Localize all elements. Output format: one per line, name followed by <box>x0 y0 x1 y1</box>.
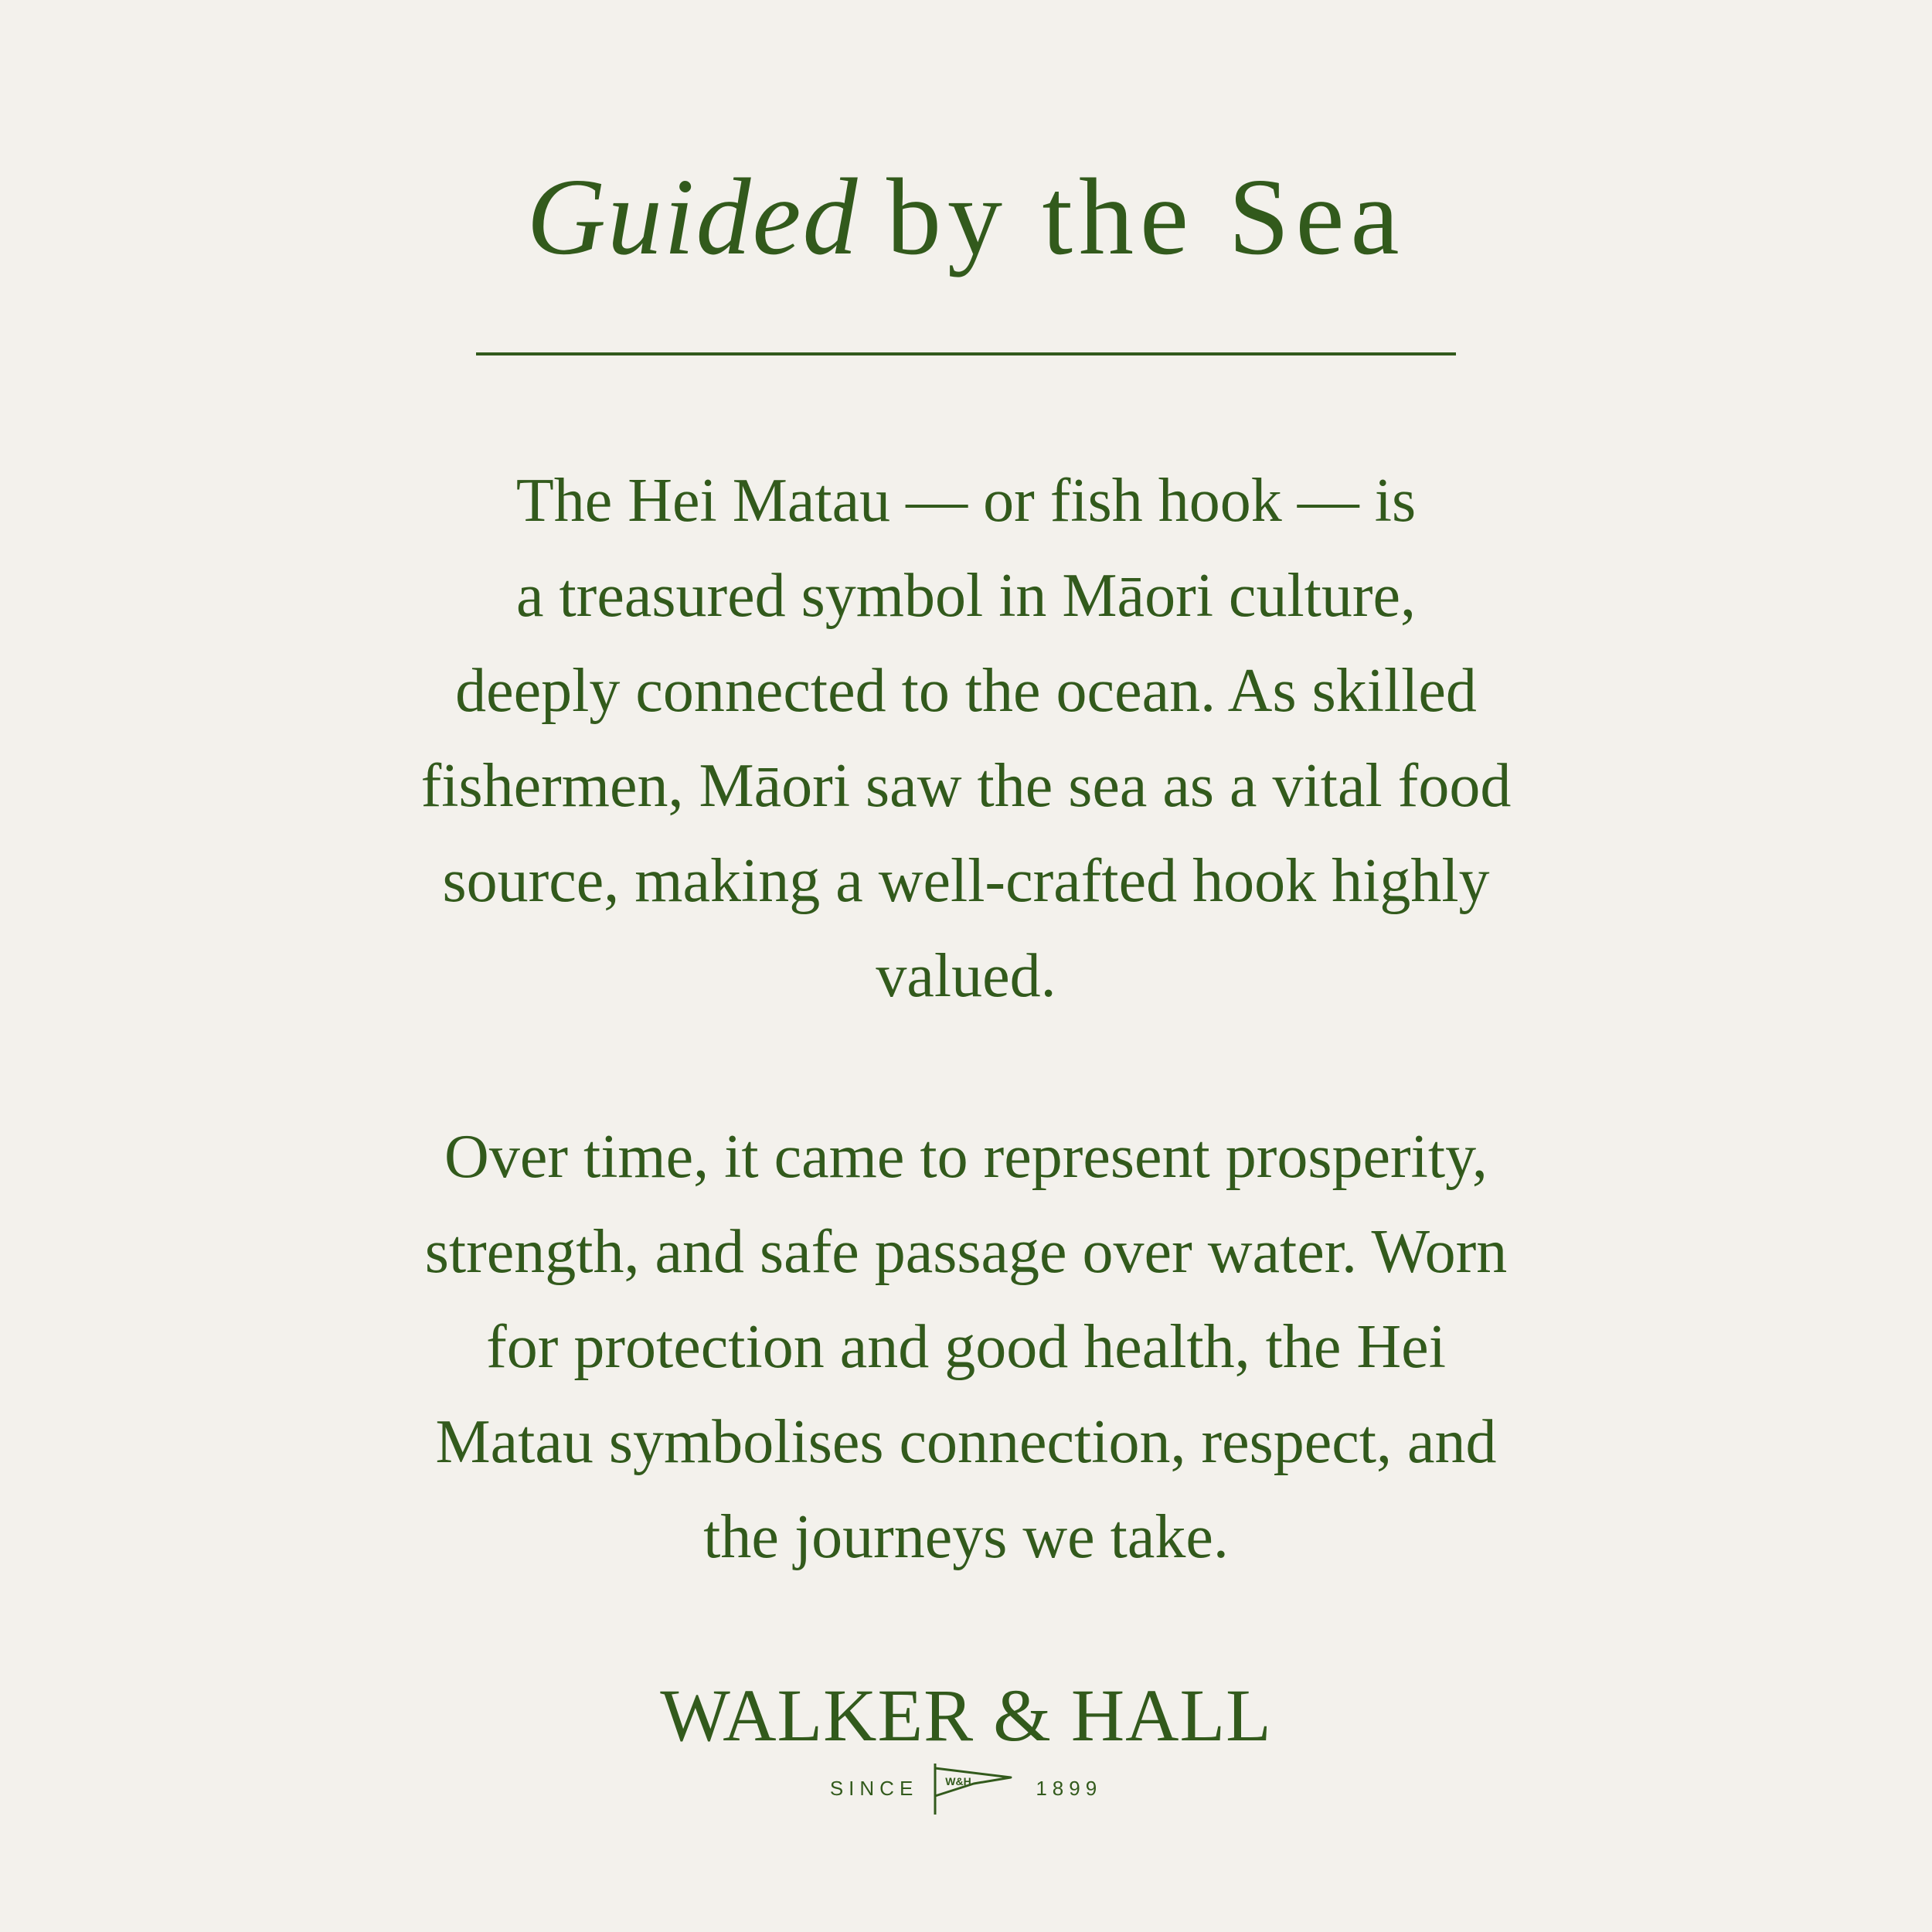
pennant-flag-icon <box>929 1760 1019 1816</box>
page-title <box>0 155 1932 278</box>
paragraph-line: valued. <box>876 942 1056 1010</box>
paragraph-line: source, making a well-crafted hook highly <box>442 847 1490 915</box>
paragraph-line: Over time, it came to represent prosperity, <box>444 1123 1488 1191</box>
since-year: 1899 <box>1036 1776 1103 1800</box>
flag-monogram: W&H <box>945 1775 972 1787</box>
paragraph-1 <box>232 454 1700 1024</box>
paragraph-line: the journeys we take. <box>703 1503 1229 1571</box>
title-italic-word: Guided <box>526 155 859 277</box>
paragraph-line: a treasured symbol in Māori culture, <box>515 562 1417 630</box>
paragraph-line: deeply connected to the ocean. As skilled <box>455 657 1477 725</box>
brand-since-line <box>0 1760 1932 1816</box>
brand-logo-wordmark: WALKER & HALL <box>660 1674 1272 1757</box>
paragraph-line: Matau symbolises connection, respect, and <box>435 1408 1497 1476</box>
since-label: SINCE <box>829 1776 919 1800</box>
paragraph-line: strength, and safe passage over water. Worn <box>424 1218 1508 1286</box>
paragraph-2 <box>232 1110 1700 1585</box>
title-rest: by the Sea <box>886 155 1406 277</box>
paragraph-line: for protection and good health, the Hei <box>486 1313 1446 1381</box>
title-divider <box>476 352 1456 355</box>
paragraph-line: fishermen, Māori saw the sea as a vital food <box>420 752 1512 820</box>
paragraph-line: The Hei Matau — or fish hook — is <box>515 467 1417 535</box>
